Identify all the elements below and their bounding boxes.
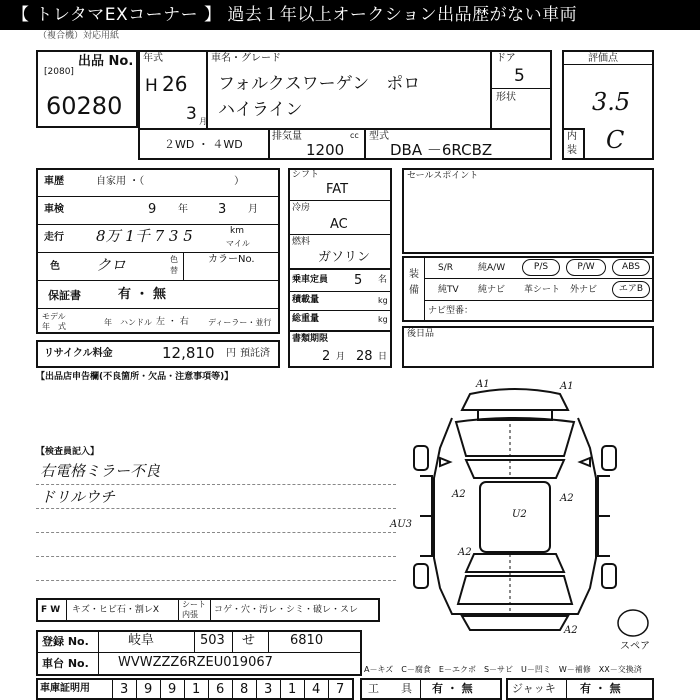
paper-note: （複合機）対応用紙 (38, 31, 120, 41)
color-change-2: 替 (170, 266, 178, 275)
interior-label-1: 内 (567, 131, 577, 142)
chassis-label: 車台 No. (42, 657, 89, 670)
equip-pw: P/W (566, 259, 606, 276)
recycle-status: 預託済 (240, 348, 270, 359)
shape-label: 形状 (496, 92, 516, 103)
exhibitor-notes-label: 【出品店申告欄(不良箇所・欠品・注意事項等)】 (36, 372, 234, 382)
dealer-label: ディーラー・並行 (208, 318, 272, 327)
doors-label: ドア (496, 53, 516, 64)
interior-score: C (606, 126, 625, 154)
damage-front-left: A1 (476, 379, 490, 390)
damage-rear-bottom: A2 (564, 625, 578, 636)
mileage-unit-km: km (230, 226, 244, 236)
cert-digit: 9 (144, 682, 153, 697)
handle-label: ハンドル (120, 318, 152, 327)
engine-unit: cc (350, 131, 359, 140)
jack-value: 有 ・ 無 (580, 682, 621, 695)
engine-label: 排気量 (272, 131, 302, 142)
total-weight-unit: kg (378, 315, 388, 324)
handle-value: 左 ・ 右 (156, 317, 189, 327)
inspection-month: 3 (218, 202, 227, 217)
shift-value: FAT (326, 182, 349, 197)
spare-tire-icon (616, 608, 650, 638)
shift-label: シフト (292, 170, 320, 180)
details-box (36, 168, 280, 334)
postscript-label: 後日品 (407, 329, 435, 339)
model-label: 車名・グレード (211, 53, 281, 64)
score-value: 3.5 (592, 88, 631, 116)
tools-label: 工 具 (368, 682, 412, 695)
capacity-label: 乗車定員 (292, 275, 329, 285)
inspection-year: 9 (148, 202, 157, 217)
fuel-value: ガソリン (318, 250, 371, 265)
lot-number: 60280 (46, 92, 123, 120)
jack-label: ジャッキ (512, 682, 556, 695)
damage-door-right: A2 (560, 493, 574, 504)
recycle-value: 12,810 (162, 344, 215, 362)
cert-digit: 7 (336, 682, 345, 697)
seat-text: コゲ・穴・汚レ・シミ・破レ・スレ (214, 605, 359, 615)
month-unit: 月 (199, 117, 207, 126)
equip-ps: P/S (522, 259, 560, 276)
mileage-label: 走行 (44, 232, 64, 243)
inspection-label: 車検 (44, 204, 64, 215)
deadline-day-unit: 日 (378, 352, 388, 362)
recycle-unit: 円 (226, 348, 236, 359)
cert-digit: 3 (120, 682, 129, 697)
interior-label-2: 装 (567, 145, 577, 156)
registration-kana: せ (242, 633, 256, 648)
tools-value: 有 ・ 無 (432, 682, 473, 695)
engine-value: 1200 (306, 141, 345, 159)
year-value: 26 (162, 72, 188, 96)
doors-value: 5 (514, 66, 525, 86)
inspection-year-unit: 年 (178, 204, 188, 215)
fuel-label: 燃料 (292, 237, 311, 247)
year-label: 年式 (143, 53, 163, 64)
spare-label: スペア (620, 641, 650, 652)
recycle-label: リサイクル料金 (44, 348, 113, 359)
inspection-month-unit: 月 (248, 204, 258, 215)
color-change-1: 色 (170, 255, 178, 264)
deadline-month-unit: 月 (336, 352, 346, 362)
cert-digit: 6 (216, 682, 225, 697)
equip-abs: ABS (612, 259, 650, 276)
color-label: 色 (50, 261, 60, 272)
cert-digit: 3 (264, 682, 273, 697)
equipment-label-2: 備 (409, 285, 419, 296)
color-no-label: カラーNo. (208, 254, 255, 265)
cert-digit: 4 (312, 682, 321, 697)
equipment-label-1: 装 (409, 269, 419, 280)
deadline-label: 書類期限 (292, 334, 329, 344)
registration-class: 503 (200, 633, 225, 648)
deadline-day: 28 (356, 349, 373, 364)
load-label: 積載量 (292, 295, 320, 305)
drive-type: ２WD ・ ４WD (164, 138, 243, 151)
seat-label-2: 内張 (182, 610, 198, 619)
type-label: 型式 (369, 131, 389, 142)
ac-value: AC (330, 217, 348, 232)
inspector-note-2: ドリルウチ (40, 488, 116, 506)
damage-code-legend: A－キズ C－腐食 E－エクボ S－サビ U－凹ミ W－補修 XX－交換済 (364, 665, 642, 674)
deadline-month: 2 (322, 349, 331, 364)
header-banner: 【 トレタマEXコーナー 】 過去１年以上オークション出品歴がない車両 (0, 0, 700, 30)
model-grade: ハイライン (218, 100, 303, 120)
warranty-label: 保証書 (48, 289, 81, 302)
postscript-box (402, 326, 654, 368)
model-year-unit: 年 (104, 318, 112, 327)
mileage-value: 8万 1千 7 3 5 (96, 227, 193, 245)
capacity-value: 5 (354, 273, 363, 288)
equip-sr: S/R (438, 263, 453, 273)
total-weight-label: 総重量 (292, 314, 320, 324)
model-year-label-2: 年 式 (42, 322, 66, 331)
equip-navi: 純ナビ (478, 285, 506, 295)
load-unit: kg (378, 296, 388, 305)
color-value: クロ (96, 256, 127, 274)
model-name: フォルクスワーゲン ポロ (218, 74, 421, 94)
registration-place: 岐阜 (128, 633, 155, 648)
cert-label: 車庫証明用 (40, 683, 90, 694)
warranty-value: 有 ・ 無 (118, 287, 167, 302)
navi-model-label: ナビ型番： (428, 306, 474, 316)
history-value: 自家用 ・（ ） (96, 176, 245, 187)
equip-ext-navi: 外ナビ (570, 285, 598, 295)
lot-code: [2080] (44, 67, 74, 77)
fw-text: キズ・ヒビ石・割レX (72, 605, 159, 615)
equip-airbag: エアB (612, 281, 650, 298)
sales-point-label: セールスポイント (407, 171, 479, 181)
capacity-unit: 名 (378, 275, 388, 285)
registration-label: 登録 No. (42, 635, 89, 648)
type-value: DBA －6RCBZ (390, 141, 493, 159)
equip-alloy: 純A/W (478, 263, 506, 273)
damage-front-right: A1 (560, 381, 574, 392)
equip-leather: 革シート (524, 285, 561, 295)
chassis-number: WVWZZZ6RZEU019067 (118, 655, 273, 670)
inspector-label: 【検査員記入】 (36, 447, 100, 457)
inspector-note-1: 右電格ミラー不良 (40, 462, 161, 480)
month-value: 3 (186, 104, 197, 124)
equip-tv: 純TV (438, 285, 459, 295)
cert-digit: 1 (288, 682, 297, 697)
damage-door-left: A2 (452, 489, 466, 500)
lot-label: 出品 No. (78, 54, 134, 69)
damage-rear-left: A2 (458, 547, 472, 558)
mileage-unit-mile: マイル (226, 239, 250, 248)
year-era: H (145, 76, 158, 96)
cert-digit: 1 (192, 682, 201, 697)
damage-roof: U2 (512, 509, 527, 520)
registration-number: 6810 (290, 633, 324, 648)
ac-label: 冷房 (292, 203, 311, 213)
cert-digit: 8 (240, 682, 249, 697)
history-label: 車歴 (44, 176, 64, 187)
damage-side-left: AU3 (390, 519, 413, 530)
fw-label: F W (41, 605, 61, 615)
score-label: 評価点 (588, 53, 618, 64)
model-year-label-1: モデル (42, 312, 66, 321)
seat-label-1: シート (182, 600, 206, 609)
cert-digit: 9 (168, 682, 177, 697)
